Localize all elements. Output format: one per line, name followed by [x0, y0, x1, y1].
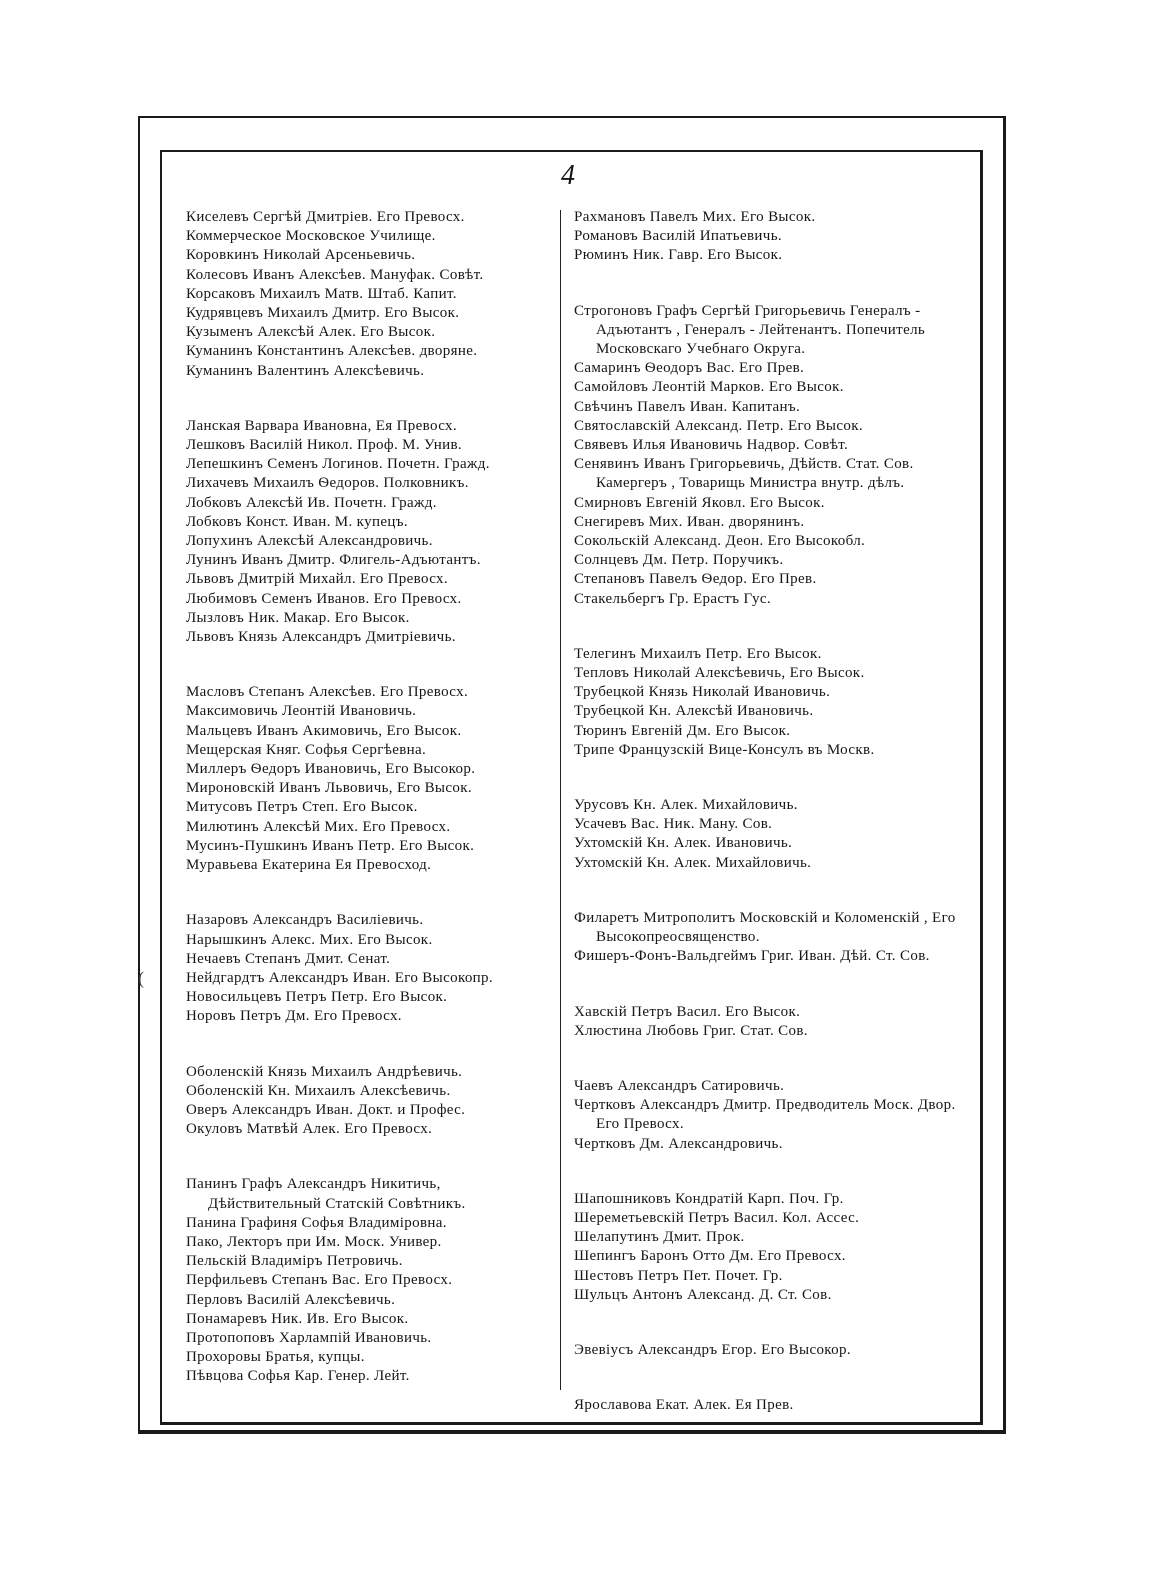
subscriber-entry: Ухтомскій Кн. Алек. Михайловичь.	[574, 854, 812, 871]
entry-group	[186, 417, 554, 647]
subscriber-entry: Чертковъ Дм. Александровичь.	[574, 1135, 783, 1152]
subscriber-entry: Хлюстина Любовь Григ. Стат. Сов.	[574, 1022, 808, 1039]
entry-group	[574, 1341, 972, 1360]
entry-group	[574, 208, 972, 266]
subscriber-entry: Филаретъ Митрополитъ Московскій и Коломенскій , Его Высокопреосвященство.	[574, 909, 956, 946]
subscriber-entry: Корсаковъ Михаилъ Матв. Штаб. Капит.	[186, 285, 457, 302]
margin-ink-mark: (	[138, 968, 144, 988]
subscriber-entry: Лызловъ Ник. Макар. Его Высок.	[186, 609, 410, 626]
subscriber-entry: Оболенскій Князь Михаилъ Андрѣевичь.	[186, 1063, 463, 1080]
subscriber-entry: Коровкинъ Николай Арсеньевичь.	[186, 247, 416, 264]
entry-group	[574, 302, 972, 609]
subscriber-entry: Телегинъ Михаилъ Петр. Его Высок.	[574, 645, 822, 662]
subscriber-entry: Смирновъ Евгеній Яковл. Его Высок.	[574, 494, 825, 511]
subscriber-entry: Чертковъ Александръ Дмитр. Предводитель Моск. Двор. Его Превосх.	[574, 1097, 956, 1133]
entry-group	[574, 1396, 972, 1415]
subscriber-entry: Шелапутинъ Дмит. Прок.	[574, 1229, 745, 1246]
subscriber-entry: Пако, Лекторъ при Им. Моск. Универ.	[186, 1233, 442, 1250]
subscriber-entry: Масловъ Степанъ Алексѣев. Его Превосх.	[186, 684, 469, 701]
subscriber-entry: Трипе Французскій Вице-Консулъ въ Москв.	[574, 741, 875, 758]
subscriber-entry: Пельскій Владиміръ Петровичь.	[186, 1253, 403, 1270]
subscriber-entry: Сенявинъ Иванъ Григорьевичь, Дѣйств. Стат. Сов. Камергеръ , Товарищь Министра внутр. дѣлъ.	[574, 456, 914, 492]
subscriber-entry: Милютинъ Алексѣй Мих. Его Превосх.	[186, 818, 451, 835]
entry-group	[574, 1190, 972, 1305]
subscriber-entry: Святославскій Александ. Петр. Его Высок.	[574, 417, 863, 434]
subscriber-entry: Солнцевъ Дм. Петр. Поручикъ.	[574, 552, 784, 569]
subscriber-entry: Львовъ Князь Александръ Дмитріевичь.	[186, 629, 456, 646]
subscriber-entry: Чаевъ Александръ Сатировичь.	[574, 1077, 785, 1094]
subscriber-entry: Пѣвцова Софья Кар. Генер. Лейт.	[186, 1368, 410, 1385]
left-column	[186, 208, 554, 1423]
subscriber-entry: Лопухинъ Алексѣй Александровичь.	[186, 533, 433, 550]
subscriber-entry: Оболенскій Кн. Михаилъ Алексѣевичь.	[186, 1082, 451, 1099]
subscriber-entry: Строгоновъ Графъ Сергѣй Григорьевичь Генералъ - Адъютантъ , Генералъ - Лейтенантъ. Попечитель Московскаго Учебнаго Округа.	[574, 302, 926, 358]
subscriber-entry: Нейдгардтъ Александръ Иван. Его Высокопр.	[186, 969, 493, 986]
subscriber-entry: Мальцевъ Иванъ Акимовичь, Его Высок.	[186, 722, 462, 739]
subscriber-entry: Муравьева Екатерина Ея Превосход.	[186, 857, 432, 874]
subscriber-entry: Киселевъ Сергѣй Дмитріев. Его Превосх.	[186, 209, 465, 225]
subscriber-entry: Урусовъ Кн. Алек. Михайловичь.	[574, 797, 798, 814]
subscriber-entry: Эвевіусъ Александръ Егор. Его Высокор.	[574, 1341, 851, 1358]
subscriber-entry: Лихачевъ Михаилъ Ѳедоров. Полковникъ.	[186, 475, 469, 492]
subscriber-entry: Лунинъ Иванъ Дмитр. Флигель-Адъютантъ.	[186, 552, 481, 569]
subscriber-entry: Окуловъ Матвѣй Алек. Его Превосх.	[186, 1121, 433, 1138]
subscriber-entry: Сокольскій Александ. Деон. Его Высокобл.	[574, 533, 866, 550]
subscriber-entry: Самойловъ Леонтій Марков. Его Высок.	[574, 379, 844, 396]
subscriber-entry: Лепешкинъ Семенъ Логинов. Почетн. Гражд.	[186, 456, 490, 473]
entry-group	[574, 1003, 972, 1041]
subscriber-entry: Кузыменъ Алексѣй Алек. Его Высок.	[186, 324, 436, 341]
subscriber-entry: Любимовъ Семенъ Иванов. Его Превосх.	[186, 590, 462, 607]
subscriber-entry: Тепловъ Николай Алексѣевичь, Его Высок.	[574, 665, 865, 682]
subscriber-entry: Нарышкинъ Алекс. Мих. Его Высок.	[186, 931, 433, 948]
subscriber-entry: Львовъ Дмитрій Михайл. Его Превосх.	[186, 571, 448, 588]
subscriber-entry: Шереметьевскій Петръ Васил. Кол. Ассес.	[574, 1209, 860, 1226]
entry-group	[186, 1175, 554, 1386]
subscriber-entry: Ухтомскій Кн. Алек. Ивановичь.	[574, 835, 793, 852]
subscriber-entry: Перловъ Василій Алексѣевичь.	[186, 1291, 396, 1308]
entry-group	[574, 796, 972, 873]
subscriber-entry: Нечаевъ Степанъ Дмит. Сенат.	[186, 950, 391, 967]
subscriber-entry: Кудрявцевъ Михаилъ Дмитр. Его Высок.	[186, 305, 460, 322]
entry-group	[186, 1063, 554, 1140]
subscriber-entry: Шульцъ Антонъ Александ. Д. Ст. Сов.	[574, 1286, 832, 1303]
subscriber-entry: Шестовъ Петръ Пет. Почет. Гр.	[574, 1267, 783, 1284]
subscriber-entry: Свявевъ Илья Ивановичь Надвор. Совѣт.	[574, 437, 849, 454]
subscriber-entry: Шепингъ Баронъ Отто Дм. Его Превосх.	[574, 1248, 846, 1265]
subscriber-entry: Рахмановъ Павелъ Мих. Его Высок.	[574, 209, 816, 225]
subscriber-entry: Свѣчинъ Павелъ Иван. Капитанъ.	[574, 398, 801, 415]
subscriber-entry: Степановъ Павелъ Ѳедор. Его Прев.	[574, 571, 817, 588]
subscriber-entry: Мироновскій Иванъ Львовичь, Его Высок.	[186, 780, 472, 797]
subscriber-entry: Назаровъ Александръ Василіевичь.	[186, 912, 424, 929]
subscriber-entry: Норовъ Петръ Дм. Его Превосх.	[186, 1008, 402, 1025]
subscriber-entry: Лобковъ Алексѣй Ив. Почетн. Гражд.	[186, 494, 437, 511]
subscriber-entry: Миллеръ Ѳедоръ Ивановичь, Его Высокор.	[186, 761, 476, 778]
subscriber-entry: Колесовъ Иванъ Алексѣев. Мануфак. Совѣт.	[186, 266, 484, 283]
subscriber-entry: Фишеръ-Фонъ-Вальдгеймъ Григ. Иван. Дѣй. Ст. Сов.	[574, 948, 930, 965]
subscriber-entry: Мусинъ-Пушкинъ Иванъ Петр. Его Высок.	[186, 837, 475, 854]
subscriber-entry: Коммерческое Московское Училище.	[186, 228, 436, 245]
subscriber-entry: Усачевъ Вас. Ник. Ману. Сов.	[574, 816, 773, 833]
entry-group	[186, 683, 554, 875]
entry-group	[574, 645, 972, 760]
subscriber-entry: Стакельбергъ Гр. Ерастъ Гус.	[574, 590, 771, 607]
subscriber-entry: Оверъ Александръ Иван. Докт. и Профес.	[186, 1101, 466, 1118]
subscriber-entry: Хавскій Петръ Васил. Его Высок.	[574, 1003, 801, 1020]
subscriber-entry: Понамаревъ Ник. Ив. Его Высок.	[186, 1310, 409, 1327]
subscriber-entry: Прохоровы Братья, купцы.	[186, 1349, 365, 1366]
subscriber-entry: Снегиревъ Мих. Иван. дворянинъ.	[574, 513, 805, 530]
page-number: 4	[561, 160, 575, 191]
subscriber-entry: Панинъ Графъ Александръ Никитичь, Дѣйствительный Статскій Совѣтникъ.	[186, 1176, 466, 1212]
subscriber-entry: Рюминъ Ник. Гавр. Его Высок.	[574, 247, 783, 264]
subscriber-entry: Перфильевъ Степанъ Вас. Его Превосх.	[186, 1272, 453, 1289]
subscriber-entry: Мещерская Княг. Софья Сергѣевна.	[186, 741, 427, 758]
column-divider	[560, 210, 561, 1390]
subscriber-entry: Куманинъ Константинъ Алексѣев. дворяне.	[186, 343, 478, 360]
subscriber-entry: Романовъ Василій Ипатьевичь.	[574, 228, 782, 245]
subscriber-entry: Ланская Варвара Ивановна, Ея Превосх.	[186, 417, 457, 434]
subscriber-entry: Тюринъ Евгеній Дм. Его Высок.	[574, 722, 791, 739]
subscriber-entry: Максимовичь Леонтій Ивановичь.	[186, 703, 417, 720]
subscriber-entry: Митусовъ Петръ Степ. Его Высок.	[186, 799, 418, 816]
subscriber-entry: Шапошниковъ Кондратій Карп. Поч. Гр.	[574, 1190, 844, 1207]
subscriber-entry: Протопоповъ Харлампій Ивановичь.	[186, 1329, 432, 1346]
entry-group	[574, 1077, 972, 1154]
entry-group	[186, 208, 554, 381]
subscriber-entry: Новосильцевъ Петръ Петр. Его Высок.	[186, 989, 448, 1006]
subscriber-entry: Лешковъ Василій Никол. Проф. М. Унив.	[186, 437, 462, 454]
entry-group	[574, 909, 972, 967]
subscriber-entry: Трубецкой Князь Николай Ивановичь.	[574, 684, 831, 701]
subscriber-entry: Лобковъ Конст. Иван. М. купецъ.	[186, 513, 408, 530]
subscriber-entry: Панина Графиня Софья Владиміровна.	[186, 1214, 447, 1231]
subscriber-entry: Куманинъ Валентинъ Алексѣевичь.	[186, 362, 425, 379]
subscriber-entry: Трубецкой Кн. Алексѣй Ивановичь.	[574, 703, 814, 720]
subscriber-entry: Ярославова Екат. Алек. Ея Прев.	[574, 1397, 794, 1414]
subscriber-entry: Самаринъ Ѳеодоръ Вас. Его Прев.	[574, 360, 805, 377]
entry-group	[186, 911, 554, 1026]
right-column	[574, 208, 972, 1451]
